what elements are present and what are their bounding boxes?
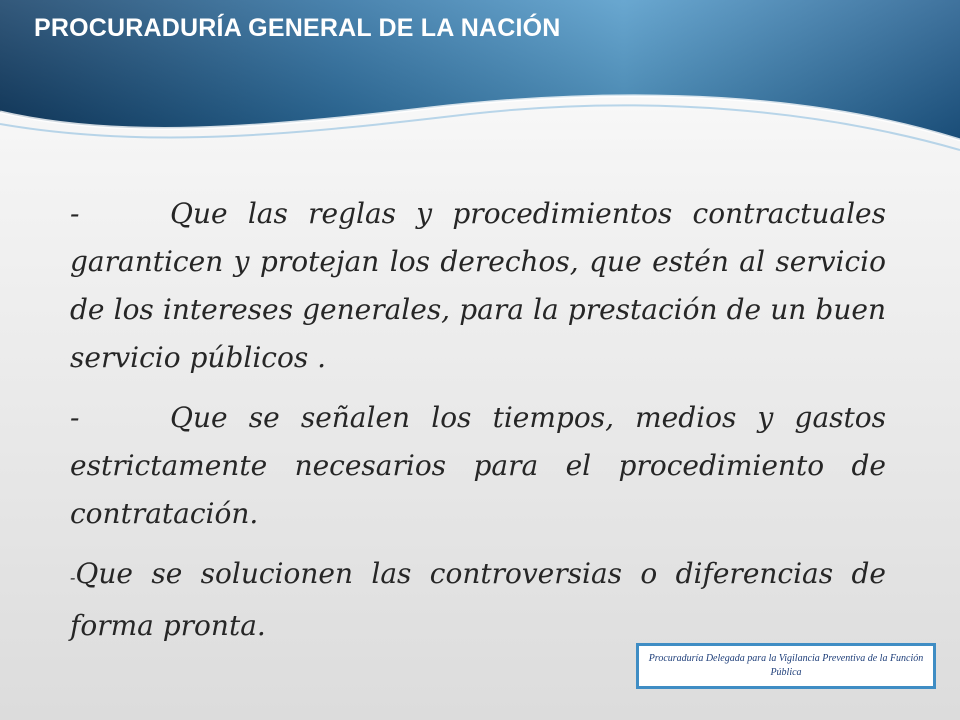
bullet-dash: - — [70, 568, 76, 587]
header-banner — [0, 0, 960, 160]
paragraph-text: Que las reglas y procedimientos contractuales garanticen y protejan los derechos, que estén al servicio de los intereses generales, para la prestación de un buen servicio públicos . — [70, 197, 886, 374]
page-title: PROCURADURÍA GENERAL DE LA NACIÓN — [34, 14, 561, 42]
footer-label: Procuraduría Delegada para la Vigilancia Preventiva de la Función Pública — [648, 653, 924, 678]
bullet-paragraph-2 — [70, 394, 886, 538]
content-body — [70, 190, 886, 662]
bullet-paragraph-3 — [70, 550, 886, 650]
bullet-dash: - — [70, 401, 80, 434]
bullet-paragraph-1 — [70, 190, 886, 382]
bullet-dash: - — [70, 197, 80, 230]
paragraph-text: Que se señalen los tiempos, medios y gastos estrictamente necesarios para el procedimiento de contratación. — [70, 401, 886, 530]
footer-label-box — [636, 643, 936, 689]
paragraph-text: Que se solucionen las controversias o diferencias de forma pronta. — [70, 557, 886, 642]
